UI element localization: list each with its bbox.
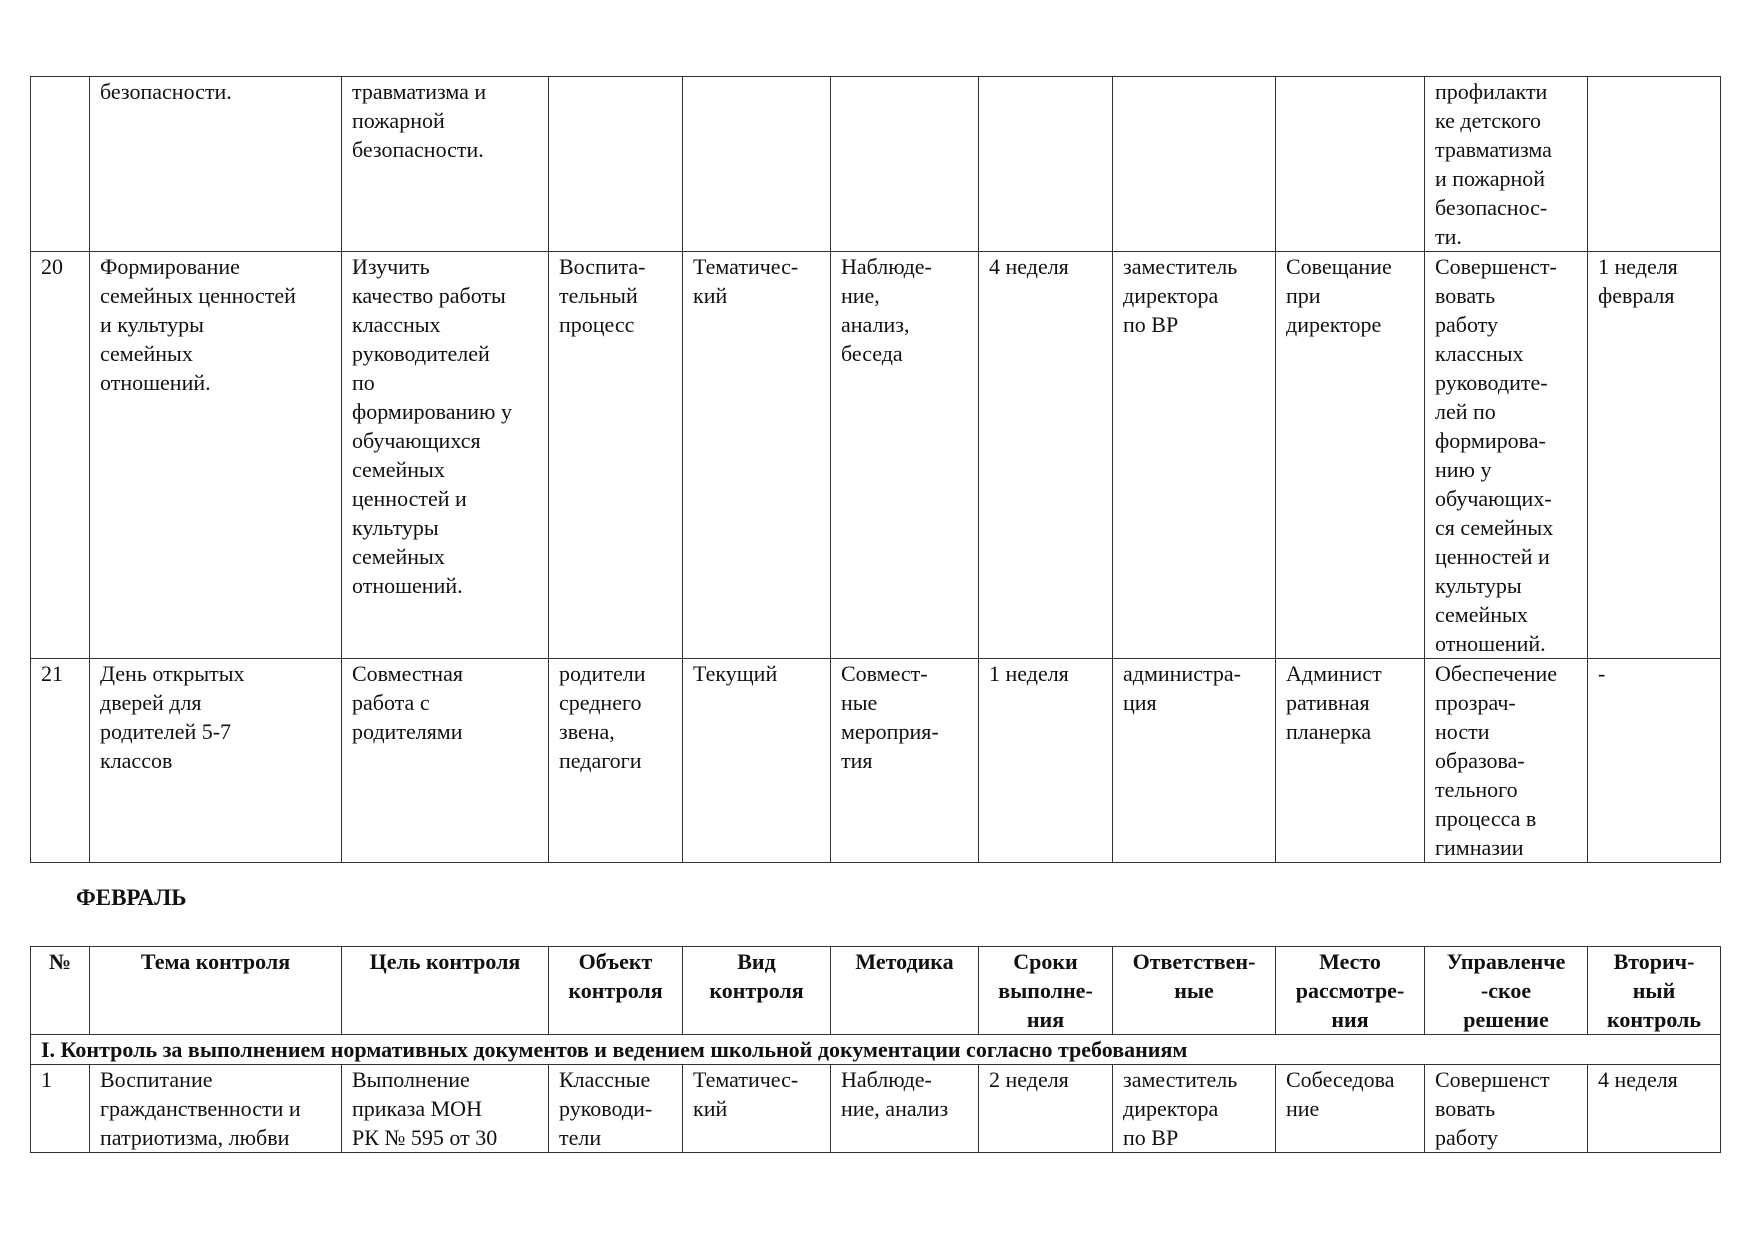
table-row xyxy=(31,77,1721,252)
column-header-term: Сроки выполне- ния xyxy=(979,947,1113,1035)
column-header-type: Вид контроля xyxy=(683,947,831,1035)
column-header-goal: Цель контроля xyxy=(342,947,549,1035)
control-topic: День открытых дверей для родителей 5-7 классов xyxy=(90,659,342,863)
control-topic: Воспитание гражданственности и патриотизма, любви xyxy=(90,1065,342,1153)
table-row xyxy=(31,659,1721,863)
review-place: Совещание при директоре xyxy=(1276,252,1425,659)
management-decision: Совершенст вовать работу xyxy=(1425,1065,1588,1153)
control-object: Воспита- тельный процесс xyxy=(549,252,683,659)
row-number: 1 xyxy=(31,1065,90,1153)
control-type: Тематичес- кий xyxy=(683,252,831,659)
control-type: Текущий xyxy=(683,659,831,863)
management-decision: Совершенст- вовать работу классных руководите- лей по формирова- нию у обучающих- ся семейных ценностей и культуры семейных отношений. xyxy=(1425,252,1588,659)
review-place: Админист ративная планерка xyxy=(1276,659,1425,863)
control-term: 2 неделя xyxy=(979,1065,1113,1153)
secondary-control: 4 неделя xyxy=(1588,1065,1721,1153)
control-method: Наблюде- ние, анализ xyxy=(831,1065,979,1153)
control-method: Совмест- ные мероприя- тия xyxy=(831,659,979,863)
review-place: Собеседова ние xyxy=(1276,1065,1425,1153)
column-header-decision: Управленче -ское решение xyxy=(1425,947,1588,1035)
section-title: I. Контроль за выполнением нормативных документов и ведением школьной документации согласно требованиям xyxy=(31,1035,1721,1065)
february-control-plan-table xyxy=(30,946,1721,1153)
column-header-object: Объект контроля xyxy=(549,947,683,1035)
secondary-control xyxy=(1588,77,1721,252)
control-term: 4 неделя xyxy=(979,252,1113,659)
control-goal: Совместная работа с родителями xyxy=(342,659,549,863)
control-goal: травматизма и пожарной безопасности. xyxy=(342,77,549,252)
control-method: Наблюде- ние, анализ, беседа xyxy=(831,252,979,659)
control-term xyxy=(979,77,1113,252)
secondary-control: - xyxy=(1588,659,1721,863)
control-topic: Формирование семейных ценностей и культуры семейных отношений. xyxy=(90,252,342,659)
secondary-control: 1 неделя февраля xyxy=(1588,252,1721,659)
control-method xyxy=(831,77,979,252)
control-responsible: администра- ция xyxy=(1113,659,1276,863)
table-row xyxy=(31,252,1721,659)
column-header-secondary: Вторич- ный контроль xyxy=(1588,947,1721,1035)
control-responsible xyxy=(1113,77,1276,252)
row-number: 21 xyxy=(31,659,90,863)
section-row xyxy=(31,1035,1721,1065)
control-object: Классные руководи- тели xyxy=(549,1065,683,1153)
column-header-responsible: Ответствен- ные xyxy=(1113,947,1276,1035)
column-header-place: Место рассмотре- ния xyxy=(1276,947,1425,1035)
review-place xyxy=(1276,77,1425,252)
control-responsible: заместитель директора по ВР xyxy=(1113,252,1276,659)
column-header-topic: Тема контроля xyxy=(90,947,342,1035)
control-goal: Выполнение приказа МОН РК № 595 от 30 xyxy=(342,1065,549,1153)
column-header-number: № xyxy=(31,947,90,1035)
table-header-row xyxy=(31,947,1721,1035)
management-decision: профилакти ке детского травматизма и пожарной безопаснос- ти. xyxy=(1425,77,1588,252)
row-number: 20 xyxy=(31,252,90,659)
control-type xyxy=(683,77,831,252)
control-term: 1 неделя xyxy=(979,659,1113,863)
table-row xyxy=(31,1065,1721,1153)
control-goal: Изучить качество работы классных руководителей по формированию у обучающихся семейных ценностей и культуры семейных отношений. xyxy=(342,252,549,659)
month-heading: ФЕВРАЛЬ xyxy=(76,885,187,910)
management-decision: Обеспечение прозрач- ности образова- тельного процесса в гимназии xyxy=(1425,659,1588,863)
row-number xyxy=(31,77,90,252)
control-object: родители среднего звена, педагоги xyxy=(549,659,683,863)
control-object xyxy=(549,77,683,252)
column-header-method: Методика xyxy=(831,947,979,1035)
control-topic: безопасности. xyxy=(90,77,342,252)
control-responsible: заместитель директора по ВР xyxy=(1113,1065,1276,1153)
control-plan-table-continued xyxy=(30,76,1721,863)
control-type: Тематичес- кий xyxy=(683,1065,831,1153)
